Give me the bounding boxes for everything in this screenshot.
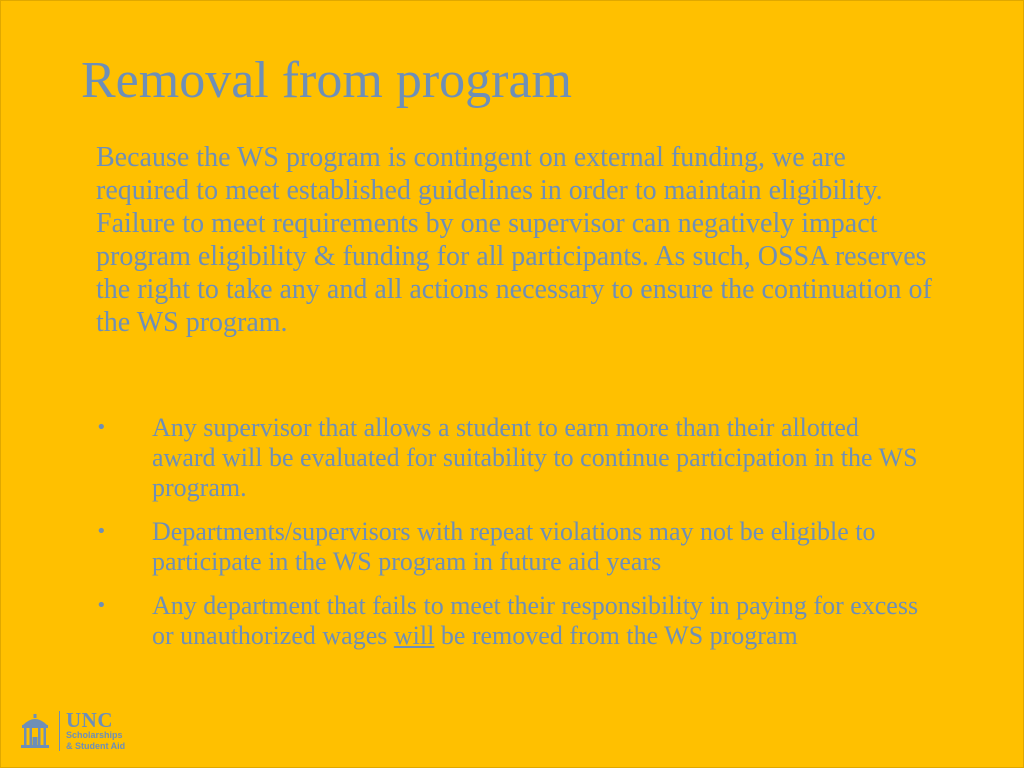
bullet-text-end: be removed from the WS program — [434, 621, 798, 650]
bullet-text: Any supervisor that allows a student to earn more than their allotted award will be evaluated for suitability to continue participation in the WS program. — [152, 413, 918, 502]
bullet-item — [96, 517, 926, 577]
bullet-marker: • — [96, 595, 107, 616]
slide-title: Removal from program — [81, 52, 572, 109]
bullet-list — [96, 413, 926, 665]
bullet-text-start: Any department that fails to meet their responsibility in paying for excess or unauthorized wages — [152, 591, 919, 650]
underlined-emphasis: will — [393, 621, 435, 650]
unc-logo — [19, 707, 125, 755]
bullet-text — [152, 591, 918, 650]
logo-name: UNC — [66, 708, 113, 732]
bullet-marker: • — [96, 417, 107, 438]
logo-line2: & Student Aid — [66, 741, 126, 751]
bullet-text: Departments/supervisors with repeat violations may not be eligible to participate in the WS program in future aid years — [152, 517, 876, 576]
intro-paragraph: Because the WS program is contingent on external funding, we are required to meet established guidelines in order to maintain eligibility. Failure to meet requirements by one supervisor can negatively impact program eligibility & funding for all participants. As such, OSSA reserves the right to take any and all actions necessary to ensure the continuation of the WS program. — [96, 142, 932, 338]
bullet-marker: • — [96, 521, 107, 542]
logo-line1: Scholarships — [66, 730, 123, 740]
old-well-icon — [19, 711, 51, 751]
logo-text — [66, 710, 125, 752]
logo-divider — [59, 711, 60, 751]
bullet-item — [96, 413, 926, 503]
bullet-item — [96, 591, 926, 651]
